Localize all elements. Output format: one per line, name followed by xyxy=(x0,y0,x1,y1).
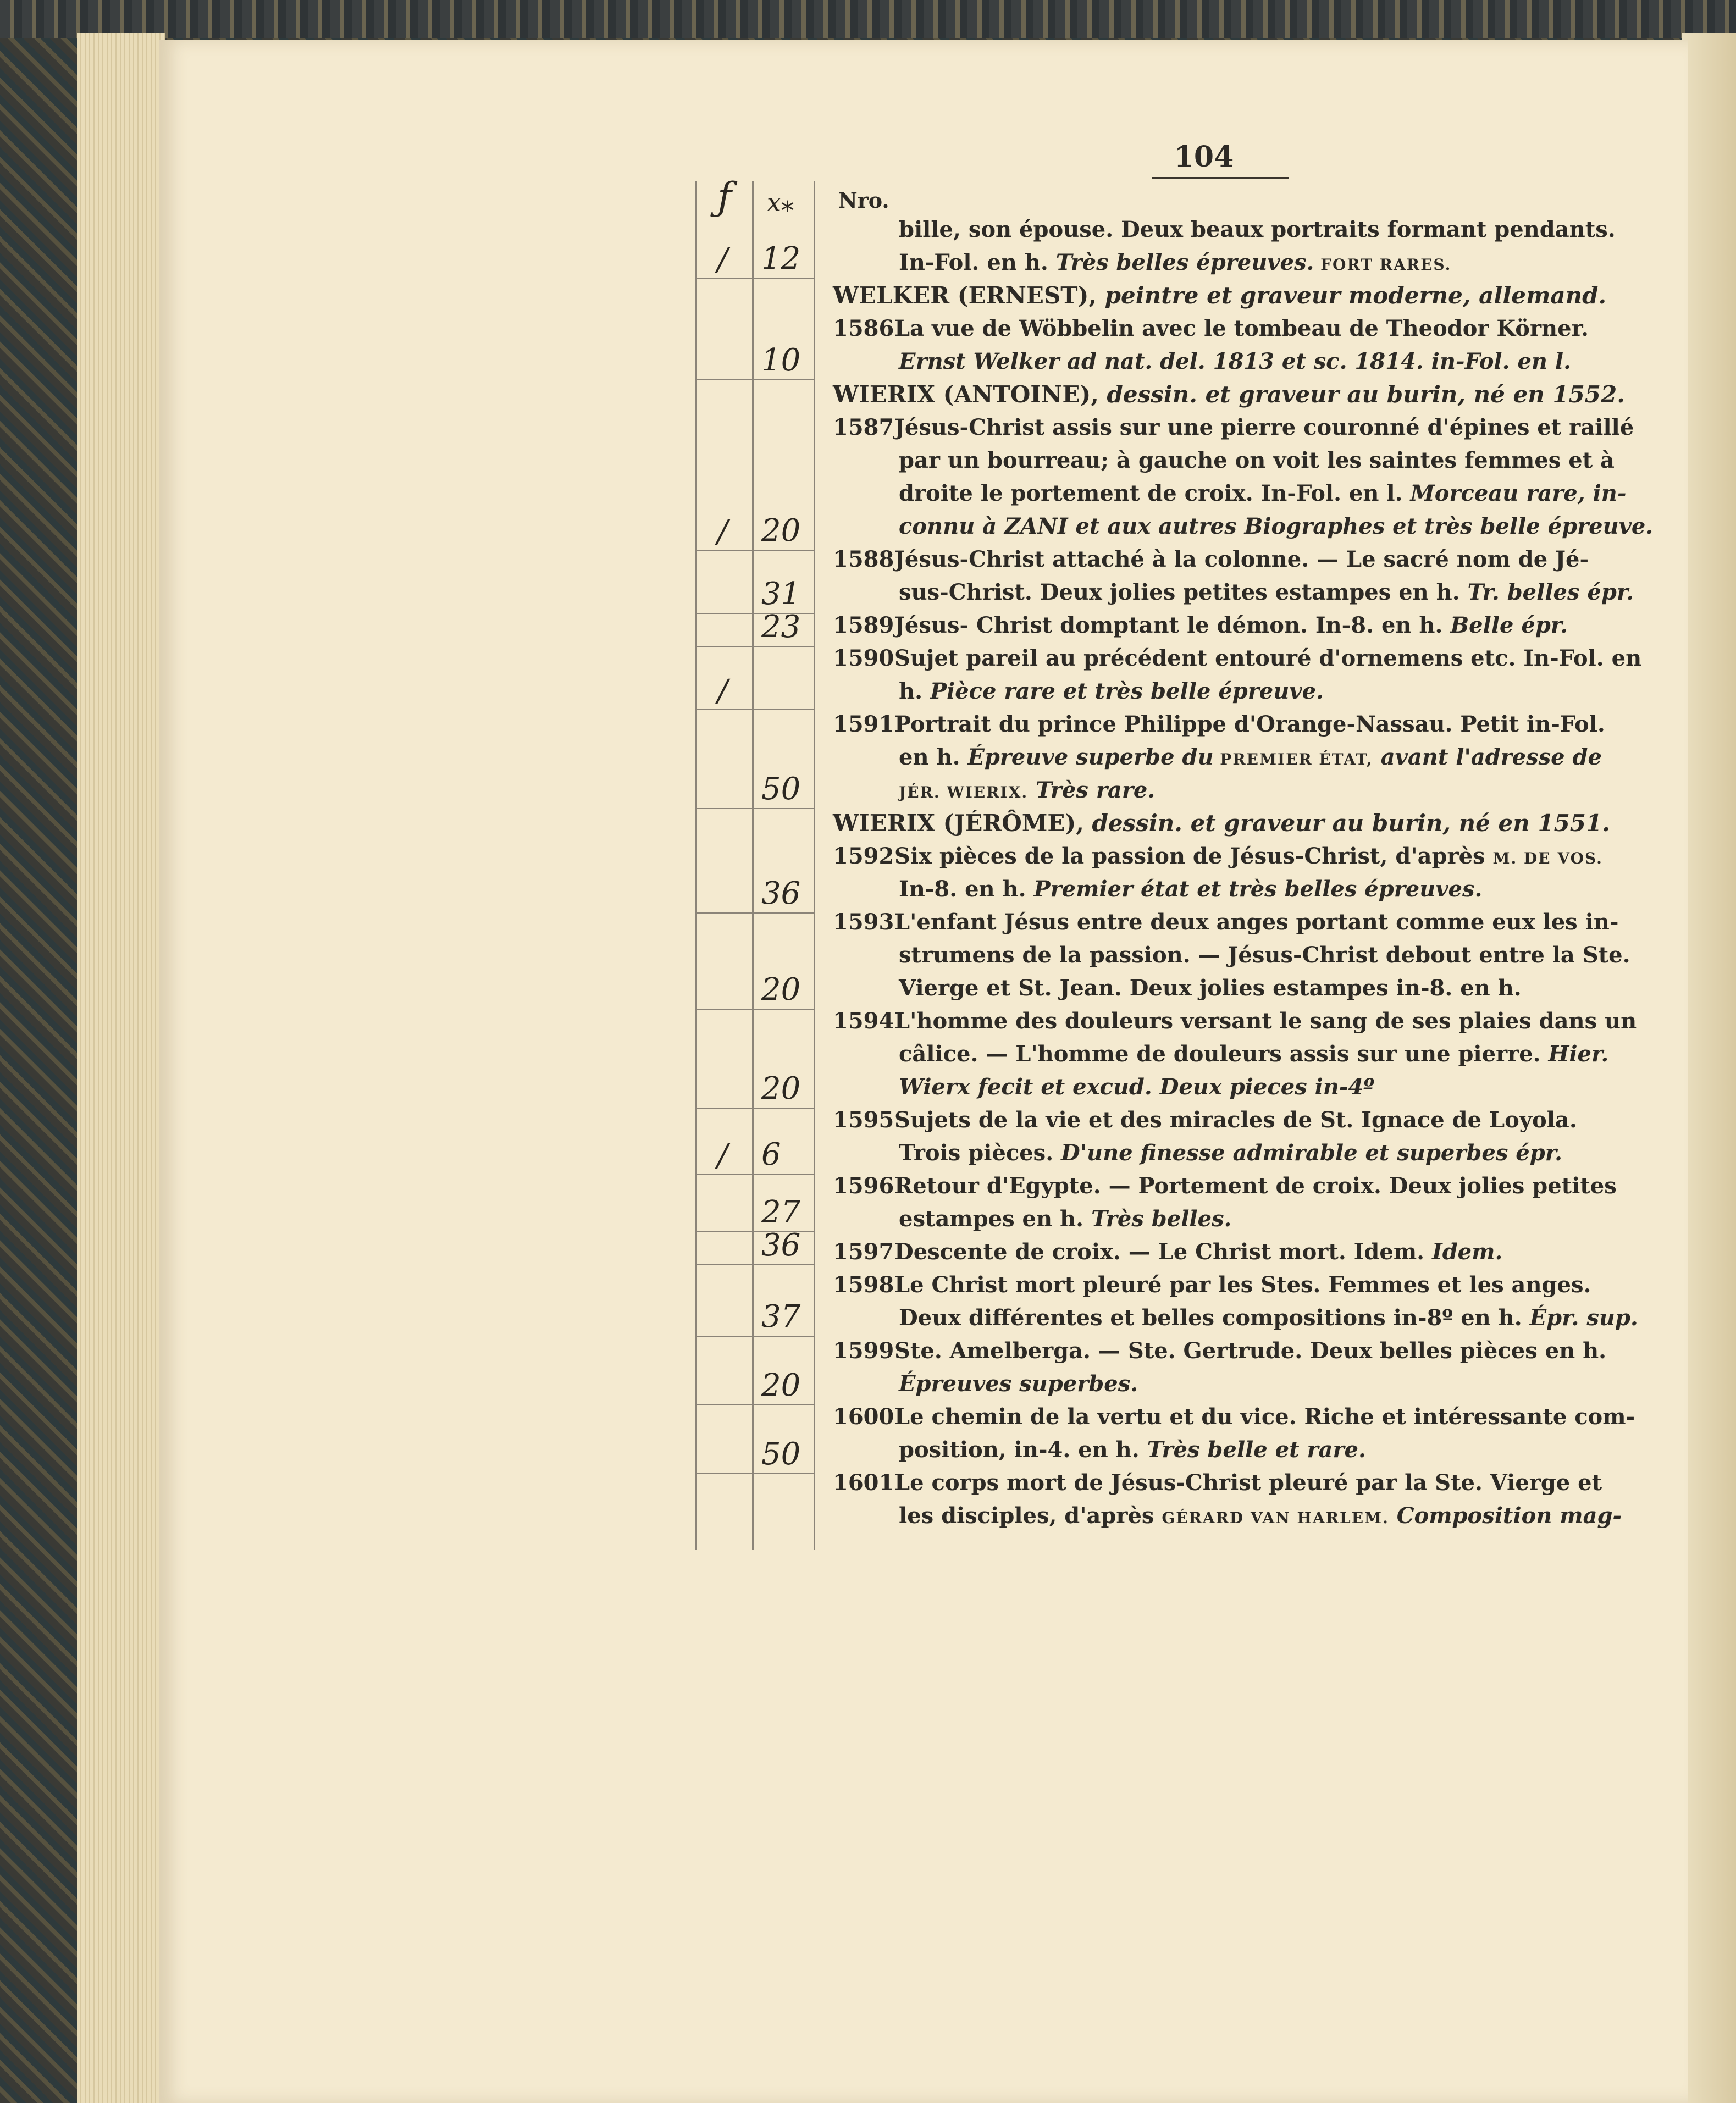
entry-text-roman: In-8. en h. xyxy=(899,876,1034,902)
entry-text-trailing: Composition mag- xyxy=(1389,1503,1622,1529)
entry-text-roman: Vierge et St. Jean. Deux jolies estampes in-8. en h. xyxy=(899,975,1522,1001)
entry-text xyxy=(894,1335,1606,1368)
catalogue-continuation-line xyxy=(833,444,1615,477)
catalogue-entry-line xyxy=(833,1236,1600,1269)
ledger-vline-2 xyxy=(752,181,754,1550)
entry-text-roman: Ste. Amelberga. — Ste. Gertrude. Deux belles pièces en h. xyxy=(894,1338,1607,1364)
entry-number: 1594 xyxy=(833,1008,894,1034)
ledger-row-rule xyxy=(695,1108,814,1109)
ledger-mark-right: 6 xyxy=(761,1137,781,1172)
entry-text-italic: D'une finesse admirable et superbes épr. xyxy=(1061,1140,1563,1166)
ledger-mark-right: 20 xyxy=(761,513,801,549)
ledger-mark-right: 10 xyxy=(761,342,801,378)
entry-number: 1588 xyxy=(833,546,894,572)
entry-text-roman: Deux différentes et belles compositions in-8º en h. xyxy=(899,1305,1530,1331)
catalogue-continuation-line xyxy=(833,345,1600,378)
ledger-mark-right: 37 xyxy=(761,1299,801,1335)
catalogue-continuation-line xyxy=(833,213,1616,246)
ledger-row-rule xyxy=(695,1174,814,1175)
entry-text-smallcaps: M. DE VOS. xyxy=(1492,849,1603,867)
entry-text xyxy=(894,1466,1602,1499)
catalogue-continuation-line xyxy=(833,477,1627,510)
ledger-mark-right: 12 xyxy=(761,241,801,276)
entry-text-italic: dessin. et graveur au burin, né en xyxy=(1092,810,1530,837)
ledger-mark-left: / xyxy=(717,673,728,709)
entry-text xyxy=(894,1170,1617,1203)
entry-text-italic: Pièce rare et très belle épreuve. xyxy=(930,678,1324,704)
ledger-mark-left: / xyxy=(717,1138,728,1174)
entry-text-roman: Sujets de la vie et des miracles de St. Ignace de Loyola. xyxy=(894,1107,1577,1133)
ledger-mark-right: 36 xyxy=(761,1227,801,1263)
catalogue-continuation-line xyxy=(833,873,1600,906)
entry-text xyxy=(833,972,1522,1005)
entry-text xyxy=(833,576,1634,609)
catalogue-entry-line xyxy=(833,1170,1617,1203)
catalogue-entry-line xyxy=(833,609,1600,642)
ledger-row-rule xyxy=(695,808,814,809)
entry-text-smallcaps: JÉR. WIERIX. xyxy=(899,783,1029,801)
cover-top-edge xyxy=(0,0,1736,38)
entry-text-italic: Belle épr. xyxy=(1450,612,1568,638)
catalogue-continuation-line xyxy=(833,1203,1600,1236)
entry-text xyxy=(833,1038,1608,1071)
catalogue-entry-line xyxy=(833,543,1600,576)
entry-number: 1589 xyxy=(833,612,894,638)
catalogue-continuation-line xyxy=(833,1368,1600,1401)
entry-text-roman: bille, son épouse. Deux beaux portraits formant pendants. xyxy=(899,217,1616,242)
entry-text-italic: Hier. xyxy=(1548,1041,1609,1067)
ledger-row-rule xyxy=(695,912,814,914)
catalogue-entry-line xyxy=(833,642,1642,675)
entry-text-trailing: Deux pieces in-4º xyxy=(1152,1074,1375,1100)
entry-text-roman: WIERIX (JÉRÔME), xyxy=(833,810,1092,837)
entry-text-italic: Épreuves superbes. xyxy=(899,1371,1138,1397)
entry-text-trailing: 1551. xyxy=(1529,810,1610,837)
entry-text xyxy=(833,279,1606,312)
entry-text-roman: estampes en h. xyxy=(899,1206,1091,1232)
entry-text xyxy=(833,873,1482,906)
catalogue-continuation-line xyxy=(833,741,1600,774)
entry-text-italic: Ernst Welker ad nat. del. xyxy=(899,348,1206,374)
catalogue-entry-line xyxy=(833,411,1634,444)
entry-text xyxy=(833,1302,1638,1335)
ledger-mark-right: 31 xyxy=(761,576,801,612)
entry-text xyxy=(894,708,1605,741)
entry-text xyxy=(894,609,1568,642)
catalogue-entry-line xyxy=(833,1269,1600,1302)
entry-text-roman: câlice. — L'homme de douleurs assis sur une pierre. xyxy=(899,1041,1549,1067)
entry-text-roman: strumens de la passion. — Jésus-Christ debout entre la Ste. xyxy=(899,942,1630,968)
entry-number: 1592 xyxy=(833,843,894,869)
entry-text-roman: droite le portement de croix. In-Fol. en l. xyxy=(899,480,1411,506)
ledger-mark-right: 36 xyxy=(761,876,801,911)
ledger-head-right: x⁎ xyxy=(767,187,794,217)
entry-text-roman: Retour d'Egypte. — Portement de croix. Deux jolies petites xyxy=(894,1173,1617,1199)
entry-text-trailing: avant l'adresse de xyxy=(1373,744,1602,770)
catalogue-continuation-line xyxy=(833,1137,1600,1170)
entry-text xyxy=(894,906,1618,939)
entry-text-roman: par un bourreau; à gauche on voit les saintes femmes et à xyxy=(899,447,1615,473)
catalogue-entry-line xyxy=(833,1335,1607,1368)
entry-text-roman: Trois pièces. xyxy=(899,1140,1061,1166)
entry-text xyxy=(894,312,1589,345)
entry-text-italic: Très belles épreuves. xyxy=(1055,250,1314,275)
catalogue-continuation-line xyxy=(833,246,1600,279)
entry-text xyxy=(894,1236,1502,1269)
column-label-nro: Nro. xyxy=(838,188,889,213)
entry-text-smallcaps: FORT RARES. xyxy=(1314,256,1452,274)
entry-text-roman: WIERIX (ANTOINE), xyxy=(833,381,1107,408)
catalogue-continuation-line xyxy=(833,1038,1609,1071)
entry-text-roman: les disciples, d'après xyxy=(899,1503,1162,1529)
entry-text-roman: position, in-4. en h. xyxy=(899,1437,1147,1463)
entry-text xyxy=(833,741,1602,776)
entry-number: 1596 xyxy=(833,1173,894,1199)
entry-text xyxy=(833,378,1625,411)
entry-text-roman: Le Christ mort pleuré par les Stes. Femmes et les anges. xyxy=(894,1272,1591,1298)
entry-text-roman: sus-Christ. Deux jolies petites estampes en h. xyxy=(899,579,1468,605)
ledger-row-rule xyxy=(695,379,814,380)
catalogue-entry-line xyxy=(833,906,1619,939)
ledger-mark-left: / xyxy=(717,242,728,278)
ledger-mark-left: / xyxy=(717,514,728,550)
entry-text-roman: L'homme des douleurs versant le sang de ses plaies dans un xyxy=(894,1008,1637,1034)
catalogue-entry-line xyxy=(833,708,1605,741)
ledger-head-left: ƒ xyxy=(717,174,732,219)
catalogue-continuation-line xyxy=(833,1071,1600,1104)
entry-text xyxy=(833,213,1616,246)
catalogue-entry-line xyxy=(833,1401,1635,1434)
catalogue-continuation-line xyxy=(833,1499,1622,1532)
entry-number: 1600 xyxy=(833,1404,894,1430)
ledger-row-rule xyxy=(695,646,814,647)
entry-text xyxy=(894,1005,1637,1038)
entry-text-trailing: 1813 et sc. 1814. in-Fol. en l. xyxy=(1205,348,1572,374)
catalogue-continuation-line xyxy=(833,1434,1600,1466)
entry-text-italic: Wierx fecit et excud. xyxy=(899,1074,1152,1100)
catalogue-continuation-line xyxy=(833,510,1654,543)
entry-text xyxy=(833,675,1324,708)
entry-text xyxy=(833,1203,1231,1236)
page-edges xyxy=(77,33,165,2103)
entry-text-roman: Portrait du prince Philippe d'Orange-Nassau. Petit in-Fol. xyxy=(894,711,1605,737)
entry-number: 1590 xyxy=(833,645,894,671)
next-leaf-edge xyxy=(1682,33,1736,2103)
entry-number: 1595 xyxy=(833,1107,894,1133)
page-number: 104 xyxy=(1174,140,1234,174)
page-number-rule xyxy=(1152,177,1289,179)
catalogue-continuation-line xyxy=(833,972,1600,1005)
ledger-row-rule xyxy=(695,709,814,710)
entry-text-italic: Épr. sup. xyxy=(1529,1305,1638,1331)
entry-text-trailing: Très rare. xyxy=(1028,777,1156,803)
entry-text-smallcaps: GÉRARD VAN HARLEM. xyxy=(1162,1509,1389,1527)
ledger-row-rule xyxy=(695,1473,814,1474)
entry-text-roman: Jésus-Christ assis sur une pierre couronné d'épines et raillé xyxy=(894,414,1634,440)
entry-text-roman: Sujet pareil au précédent entouré d'ornemens etc. In-Fol. en xyxy=(894,645,1642,671)
entry-text xyxy=(833,246,1451,281)
catalogue-continuation-line xyxy=(833,576,1634,609)
entry-text xyxy=(894,1401,1635,1434)
entry-text-roman: Jésus-Christ attaché à la colonne. — Le sacré nom de Jé- xyxy=(894,546,1589,572)
ledger-mark-right: 23 xyxy=(761,609,801,645)
ledger-mark-right: 50 xyxy=(761,771,801,807)
entry-number: 1599 xyxy=(833,1338,894,1364)
entry-text-italic: Très belles. xyxy=(1091,1206,1232,1232)
entry-text-roman: In-Fol. en h. xyxy=(899,250,1056,275)
ledger-row-rule xyxy=(695,1404,814,1405)
entry-text-roman: h. xyxy=(899,678,930,704)
catalogue-continuation-line xyxy=(833,807,1610,840)
ledger-mark-right: 27 xyxy=(761,1194,801,1230)
entry-number: 1587 xyxy=(833,414,894,440)
catalogue-continuation-line xyxy=(833,675,1600,708)
ledger-mark-right: 20 xyxy=(761,1071,801,1106)
ledger-vline-1 xyxy=(695,181,697,1550)
entry-number: 1597 xyxy=(833,1239,894,1265)
ledger-row-rule xyxy=(695,1336,814,1337)
entry-text-italic: Premier état et très belles épreuves. xyxy=(1033,876,1483,902)
entry-text xyxy=(833,1071,1374,1104)
entry-text xyxy=(833,510,1653,543)
entry-text xyxy=(833,1499,1622,1535)
entry-text xyxy=(833,807,1610,840)
entry-text xyxy=(833,774,1155,809)
ledger-mark-right: 50 xyxy=(761,1436,801,1472)
catalogue-entry-line xyxy=(833,1005,1637,1038)
entry-text-italic: dessin. et graveur au burin, né en xyxy=(1107,381,1545,408)
ledger-mark-right: 20 xyxy=(761,972,801,1008)
entry-text xyxy=(833,1137,1562,1170)
entry-text-italic: Morceau rare, in- xyxy=(1410,480,1627,506)
catalogue-continuation-line xyxy=(833,378,1625,411)
entry-number: 1586 xyxy=(833,316,894,341)
entry-text-italic: connu à ZANI et aux autres Biographes et très belle épreuve. xyxy=(899,513,1654,539)
entry-text xyxy=(894,411,1634,444)
ledger-row-rule xyxy=(695,1264,814,1265)
entry-number: 1591 xyxy=(833,711,894,737)
ledger-vline-3 xyxy=(814,181,815,1550)
entry-text-italic: Tr. belles épr. xyxy=(1467,579,1634,605)
entry-text xyxy=(833,939,1630,972)
entry-text xyxy=(833,1434,1366,1466)
entry-text-roman: La vue de Wöbbelin avec le tombeau de Theodor Körner. xyxy=(894,316,1589,341)
catalogue-continuation-line xyxy=(833,1302,1638,1335)
entry-text-roman: Six pièces de la passion de Jésus-Christ, d'après xyxy=(894,843,1493,869)
entry-text-italic: Très belle et rare. xyxy=(1147,1437,1366,1463)
entry-text-roman: Le corps mort de Jésus-Christ pleuré par la Ste. Vierge et xyxy=(894,1470,1602,1496)
entry-text xyxy=(833,345,1571,378)
entry-text xyxy=(894,1269,1591,1302)
entry-text xyxy=(894,642,1641,675)
ledger-row-rule xyxy=(695,550,814,551)
entry-number: 1598 xyxy=(833,1272,894,1298)
catalogue-entry-line xyxy=(833,1104,1600,1137)
ledger-mark-right: 20 xyxy=(761,1368,801,1403)
ledger-row-rule xyxy=(695,278,814,279)
catalogue-continuation-line xyxy=(833,939,1630,972)
catalogue-continuation-line xyxy=(833,774,1600,807)
entry-text xyxy=(894,543,1589,576)
entry-text xyxy=(894,1104,1577,1137)
entry-text-roman: Le chemin de la vertu et du vice. Riche et intéressante com- xyxy=(894,1404,1635,1430)
entry-text-roman: Jésus- Christ domptant le démon. In-8. en h. xyxy=(894,612,1451,638)
catalogue-entry-line xyxy=(833,312,1600,345)
entry-text-italic: peintre et graveur moderne, allemand. xyxy=(1104,282,1607,309)
entry-text-italic: Idem. xyxy=(1432,1239,1503,1265)
entry-text xyxy=(833,477,1626,510)
entry-number: 1593 xyxy=(833,909,894,935)
catalogue-entry-line xyxy=(833,840,1603,873)
entry-text-roman: L'enfant Jésus entre deux anges portant comme eux les in- xyxy=(894,909,1619,935)
entry-text xyxy=(833,1368,1138,1401)
ledger-row-rule xyxy=(695,1009,814,1010)
catalogue-continuation-line xyxy=(833,279,1607,312)
entry-text-roman: en h. xyxy=(899,744,968,770)
entry-text-smallcaps: PREMIER ÉTAT, xyxy=(1213,750,1373,768)
entry-text xyxy=(833,444,1615,477)
entry-text xyxy=(894,840,1603,875)
catalogue-entry-line xyxy=(833,1466,1600,1499)
entry-text-italic: Épreuve superbe du xyxy=(967,744,1214,770)
entry-text-roman: Descente de croix. — Le Christ mort. Idem. xyxy=(894,1239,1432,1265)
entry-text-trailing: 1552. xyxy=(1544,381,1625,408)
entry-text-roman: WELKER (ERNEST), xyxy=(833,282,1105,309)
entry-number: 1601 xyxy=(833,1470,894,1496)
